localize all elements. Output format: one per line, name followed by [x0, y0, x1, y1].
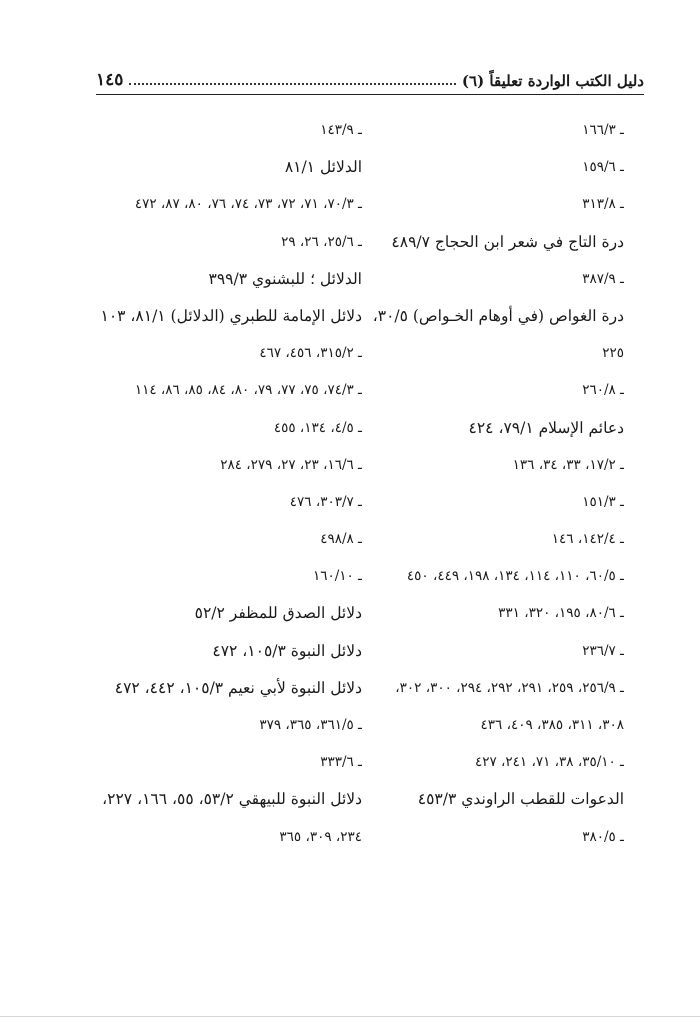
index-entry-reference: ـ ٣٨٠/٥	[582, 828, 624, 845]
scan-edge-line	[0, 1016, 700, 1017]
index-entry-title: دلائل الصدق للمظفر ٥٢/٢	[194, 604, 362, 623]
index-entry-title: الدلائل ٨١/١	[284, 158, 362, 177]
header-dot-leader	[129, 83, 456, 85]
index-entry-reference: ـ ٣٨٧/٩	[582, 270, 624, 287]
running-header-title: دليل الكتب الواردة تعليقاً (٦)	[461, 72, 644, 90]
page-number: ١٤٥	[96, 70, 124, 90]
index-entry-reference: ـ ٢٥/٦، ٢٦، ٢٩	[281, 233, 362, 250]
index-entry-reference: ـ ٣٥/١٠، ٣٨، ٧١، ٢٤١، ٤٢٧	[475, 754, 624, 771]
index-entry-title: دلائل النبوة للبيهقي ٥٣/٢، ٥٥، ١٦٦، ٢٢٧،	[102, 790, 362, 809]
index-entry-reference: ـ ٨٠/٦، ١٩٥، ٣٢٠، ٣٣١	[498, 605, 624, 622]
index-entry-title: درة التاج في شعر ابن الحجاج ٤٨٩/٧	[391, 232, 624, 251]
index-entry-reference: ـ ١٦/٦، ٢٣، ٢٧، ٢٧٩، ٢٨٤	[220, 456, 362, 473]
running-header	[96, 60, 644, 95]
index-entry-reference: ـ ٤/٥، ١٣٤، ٤٥٥	[273, 419, 362, 436]
index-entry-title: دعائم الإسلام ٧٩/١، ٤٢٤	[468, 418, 624, 437]
index-entry-title: دلائل النبوة لأبي نعيم ١٠٥/٣، ٤٤٢، ٤٧٢	[114, 678, 362, 697]
index-entry-title: دلائل الإمامة للطبري (الدلائل) ٨١/١، ١٠٣	[100, 306, 362, 325]
index-entry-reference: ـ ١٧/٢، ٣٣، ٣٤، ١٣٦	[512, 456, 624, 473]
index-entry-reference: ـ ٣٦١/٥، ٣٦٥، ٣٧٩	[259, 717, 362, 733]
index-entry-reference: ـ ٣١٥/٢، ٤٥٦، ٤٦٧	[259, 345, 362, 362]
index-entry-title: الدلائل ؛ للبشنوي ٣٩٩/٣	[208, 269, 362, 288]
index-entry-reference: ـ ١٦٠/١٠	[312, 568, 362, 585]
index-entry-title: درة الغواص (في أوهام الخـواص) ٣٠/٥،	[372, 306, 624, 325]
index-entry-reference: ـ ١٥٩/٦	[582, 159, 624, 176]
index-entry-reference: ـ ١٥١/٣	[582, 493, 624, 510]
index-entry-reference: ـ ١٤٣/٩	[320, 122, 362, 138]
index-column-right	[370, 112, 624, 856]
index-entry-reference: ـ ٣٠٣/٧، ٤٧٦	[289, 493, 362, 510]
index-entry-reference: ـ ٣١٣/٨	[582, 196, 624, 213]
index-entry-reference: ٣٠٨، ٣١١، ٣٨٥، ٤٠٩، ٤٣٦	[480, 717, 624, 733]
index-entry-reference: ـ ٤٩٨/٨	[320, 531, 362, 548]
index-entry-reference: ـ ٢٥٦/٩، ٢٥٩، ٢٩١، ٢٩٢، ٢٩٤، ٣٠٠، ٣٠٢،	[395, 679, 624, 696]
index-entry-reference: ـ ٧٠/٣، ٧١، ٧٢، ٧٣، ٧٤، ٧٦، ٨٠، ٨٧، ٤٧٢	[134, 196, 362, 213]
index-entry-reference: ٢٣٤، ٣٠٩، ٣٦٥	[279, 828, 362, 845]
index-entry-reference: ٢٢٥	[602, 345, 624, 362]
index-entry-reference: ـ ٣٣٣/٦	[320, 754, 362, 771]
index-entry-reference: ـ ٢٦٠/٨	[582, 382, 624, 399]
index-column-left	[96, 112, 362, 856]
index-entry-title: دلائل النبوة ١٠٥/٣، ٤٧٢	[212, 641, 362, 660]
index-entry-title: الدعوات للقطب الراوندي ٤٥٣/٣	[417, 790, 624, 809]
index-entry-reference: ـ ١٤٢/٤، ١٤٦	[551, 531, 624, 548]
index-entry-reference: ـ ٧٤/٣، ٧٥، ٧٧، ٧٩، ٨٠، ٨٤، ٨٥، ٨٦، ١١٤	[134, 382, 362, 399]
index-entry-reference: ـ ٢٣٦/٧	[582, 642, 624, 659]
index-entry-reference: ـ ١٦٦/٣	[582, 122, 624, 138]
index-entry-reference: ـ ٦٠/٥، ١١٠، ١١٤، ١٣٤، ١٩٨، ٤٤٩، ٤٥٠	[406, 568, 624, 585]
